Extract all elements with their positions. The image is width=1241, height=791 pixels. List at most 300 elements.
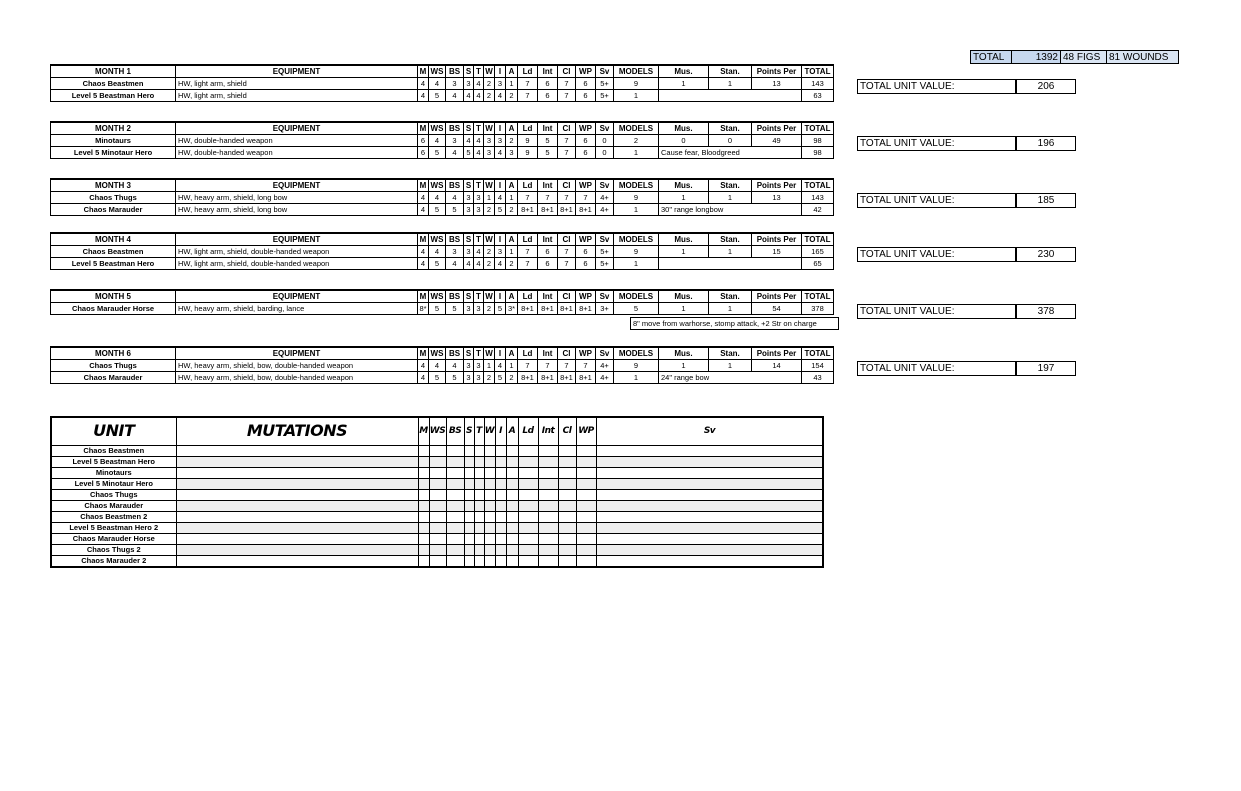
stat-s[interactable]: 3: [464, 204, 474, 216]
column-header-t[interactable]: T: [474, 290, 484, 303]
stat-m[interactable]: 4: [418, 360, 429, 372]
column-header-t[interactable]: T: [474, 347, 484, 360]
mutation-cell[interactable]: [176, 500, 418, 511]
mutation-stat-cell[interactable]: [506, 467, 518, 478]
stat-int[interactable]: 6: [538, 246, 558, 258]
column-header-sv[interactable]: Sv: [596, 65, 614, 78]
unit-name[interactable]: Level 5 Beastman Hero: [51, 258, 176, 270]
stat-i[interactable]: 5: [495, 204, 506, 216]
column-header-w[interactable]: W: [485, 67, 493, 76]
mutation-stat-cell[interactable]: [506, 555, 518, 567]
unit-musician[interactable]: 1: [659, 303, 709, 315]
mutation-unit-name[interactable]: Chaos Marauder Horse: [51, 533, 176, 544]
stat-int[interactable]: 8+1: [538, 204, 558, 216]
column-header-bs[interactable]: BS: [446, 233, 464, 246]
stat-sv[interactable]: 3+: [596, 303, 614, 315]
mutation-stat-cell[interactable]: [596, 445, 823, 456]
mutation-stat-cell[interactable]: [558, 555, 576, 567]
mutation-stat-cell[interactable]: [484, 544, 495, 555]
stat-cl[interactable]: 8+1: [558, 372, 576, 384]
mutation-stat-cell[interactable]: [464, 511, 474, 522]
unit-standard[interactable]: 0: [709, 135, 752, 147]
mutations-header-wp[interactable]: WP: [576, 417, 596, 445]
column-header-w[interactable]: W: [485, 349, 493, 358]
unit-models[interactable]: 1: [614, 90, 659, 102]
stat-a[interactable]: 2: [506, 372, 518, 384]
column-header-i[interactable]: I: [495, 122, 506, 135]
column-header-models[interactable]: MODELS: [614, 233, 659, 246]
column-header-ld[interactable]: Ld: [518, 347, 538, 360]
stat-cl[interactable]: 7: [558, 90, 576, 102]
column-header-equipment[interactable]: EQUIPMENT: [176, 290, 418, 303]
mutation-stat-cell[interactable]: [484, 533, 495, 544]
column-header-i[interactable]: I: [495, 179, 506, 192]
stat-t[interactable]: 4: [474, 90, 484, 102]
mutation-stat-cell[interactable]: [446, 555, 464, 567]
mutation-stat-cell[interactable]: [576, 478, 596, 489]
mutation-cell[interactable]: [176, 511, 418, 522]
mutations-header-a[interactable]: A: [506, 417, 518, 445]
mutation-stat-cell[interactable]: [418, 456, 429, 467]
mutation-stat-cell[interactable]: [474, 445, 484, 456]
column-header-m[interactable]: M: [418, 179, 429, 192]
unit-name[interactable]: Chaos Beastmen: [51, 78, 176, 90]
stat-t[interactable]: 4: [474, 246, 484, 258]
stat-sv[interactable]: 5+: [596, 78, 614, 90]
stat-ld[interactable]: 7: [518, 258, 538, 270]
mutations-header-int[interactable]: Int: [538, 417, 558, 445]
mutation-stat-cell[interactable]: [506, 544, 518, 555]
mutation-stat-cell[interactable]: [446, 500, 464, 511]
total-unit-value-amount[interactable]: 196: [1016, 136, 1076, 151]
mutation-stat-cell[interactable]: [418, 478, 429, 489]
stat-s[interactable]: 5: [464, 147, 474, 159]
stat-s[interactable]: 3: [464, 360, 474, 372]
mutation-stat-cell[interactable]: [484, 500, 495, 511]
stat-t[interactable]: 3: [474, 360, 484, 372]
column-header-ld[interactable]: Ld: [518, 65, 538, 78]
stat-ld[interactable]: 7: [518, 360, 538, 372]
column-header-a[interactable]: A: [506, 122, 518, 135]
column-header-ld[interactable]: Ld: [518, 179, 538, 192]
mutation-stat-cell[interactable]: [495, 511, 506, 522]
unit-total[interactable]: 143: [802, 78, 834, 90]
mutations-header-sv[interactable]: Sv: [596, 417, 823, 445]
stat-ld[interactable]: 8+1: [518, 303, 538, 315]
mutations-header-ws[interactable]: WS: [429, 417, 446, 445]
stat-s[interactable]: 3: [464, 372, 474, 384]
mutation-stat-cell[interactable]: [446, 533, 464, 544]
column-header-int[interactable]: Int: [538, 122, 558, 135]
mutation-stat-cell[interactable]: [596, 555, 823, 567]
stat-ld[interactable]: 9: [518, 135, 538, 147]
column-header-points-per[interactable]: Points Per: [752, 122, 802, 135]
stat-wp[interactable]: 7: [576, 360, 596, 372]
stat-wp[interactable]: 7: [576, 192, 596, 204]
month-title[interactable]: MONTH 1: [51, 65, 176, 78]
total-unit-value-amount[interactable]: 230: [1016, 247, 1076, 262]
column-header-m[interactable]: M: [418, 290, 429, 303]
unit-models[interactable]: 2: [614, 135, 659, 147]
column-header-models[interactable]: MODELS: [614, 290, 659, 303]
stat-i[interactable]: 3: [495, 135, 506, 147]
stat-w[interactable]: 3: [484, 135, 495, 147]
unit-points-per[interactable]: 15: [752, 246, 802, 258]
column-header-wp[interactable]: WP: [576, 65, 596, 78]
stat-bs[interactable]: 4: [446, 258, 464, 270]
unit-total[interactable]: 63: [802, 90, 834, 102]
stat-m[interactable]: 4: [418, 246, 429, 258]
column-header-equipment[interactable]: EQUIPMENT: [176, 347, 418, 360]
unit-musician[interactable]: 1: [659, 192, 709, 204]
stat-bs[interactable]: 5: [446, 303, 464, 315]
column-header-w[interactable]: W: [485, 292, 493, 301]
column-header-total[interactable]: TOTAL: [802, 179, 834, 192]
column-header-t[interactable]: T: [474, 122, 484, 135]
stat-i[interactable]: 5: [495, 372, 506, 384]
stat-i[interactable]: 4: [495, 360, 506, 372]
column-header-stan[interactable]: Stan.: [709, 347, 752, 360]
stat-s[interactable]: 4: [464, 258, 474, 270]
mutation-cell[interactable]: [176, 456, 418, 467]
mutation-stat-cell[interactable]: [596, 522, 823, 533]
stat-w[interactable]: 2: [484, 90, 495, 102]
unit-standard[interactable]: 1: [709, 303, 752, 315]
summary-wound-count[interactable]: 81 WOUNDS: [1106, 50, 1179, 64]
column-header-equipment[interactable]: EQUIPMENT: [176, 65, 418, 78]
stat-t[interactable]: 4: [474, 147, 484, 159]
mutation-stat-cell[interactable]: [506, 511, 518, 522]
mutation-stat-cell[interactable]: [474, 544, 484, 555]
stat-wp[interactable]: 8+1: [576, 204, 596, 216]
mutation-stat-cell[interactable]: [576, 445, 596, 456]
mutation-stat-cell[interactable]: [576, 511, 596, 522]
mutation-stat-cell[interactable]: [518, 533, 538, 544]
mutation-stat-cell[interactable]: [495, 467, 506, 478]
stat-w[interactable]: 2: [484, 258, 495, 270]
column-header-int[interactable]: Int: [538, 347, 558, 360]
mutation-stat-cell[interactable]: [429, 478, 446, 489]
stat-bs[interactable]: 5: [446, 372, 464, 384]
unit-equipment[interactable]: HW, heavy arm, shield, long bow: [176, 204, 418, 216]
mutation-stat-cell[interactable]: [464, 500, 474, 511]
mutation-stat-cell[interactable]: [429, 522, 446, 533]
stat-cl[interactable]: 7: [558, 192, 576, 204]
unit-models[interactable]: 1: [614, 147, 659, 159]
unit-models[interactable]: 9: [614, 78, 659, 90]
column-header-a[interactable]: A: [506, 65, 518, 78]
mutation-unit-name[interactable]: Chaos Thugs 2: [51, 544, 176, 555]
column-header-total[interactable]: TOTAL: [802, 233, 834, 246]
stat-t[interactable]: 3: [474, 303, 484, 315]
mutation-stat-cell[interactable]: [518, 500, 538, 511]
mutation-stat-cell[interactable]: [446, 445, 464, 456]
column-header-cl[interactable]: Cl: [558, 65, 576, 78]
mutation-stat-cell[interactable]: [464, 478, 474, 489]
mutation-stat-cell[interactable]: [418, 555, 429, 567]
stat-ld[interactable]: 9: [518, 147, 538, 159]
column-header-bs[interactable]: BS: [446, 347, 464, 360]
mutation-stat-cell[interactable]: [474, 555, 484, 567]
mutation-stat-cell[interactable]: [596, 456, 823, 467]
stat-m[interactable]: 4: [418, 372, 429, 384]
stat-int[interactable]: 7: [538, 360, 558, 372]
total-unit-value-amount[interactable]: 206: [1016, 79, 1076, 94]
unit-name[interactable]: Chaos Marauder: [51, 204, 176, 216]
mutation-unit-name[interactable]: Level 5 Beastman Hero 2: [51, 522, 176, 533]
mutation-stat-cell[interactable]: [474, 511, 484, 522]
mutation-stat-cell[interactable]: [596, 500, 823, 511]
mutation-stat-cell[interactable]: [518, 467, 538, 478]
unit-equipment[interactable]: HW, heavy arm, shield, long bow: [176, 192, 418, 204]
mutation-stat-cell[interactable]: [518, 511, 538, 522]
stat-i[interactable]: 4: [495, 90, 506, 102]
unit-total[interactable]: 98: [802, 147, 834, 159]
stat-a[interactable]: 2: [506, 135, 518, 147]
total-unit-value-label[interactable]: TOTAL UNIT VALUE:: [857, 247, 1016, 262]
stat-ws[interactable]: 4: [429, 135, 446, 147]
stat-wp[interactable]: 8+1: [576, 303, 596, 315]
stat-s[interactable]: 4: [464, 90, 474, 102]
stat-bs[interactable]: 3: [446, 246, 464, 258]
column-header-t[interactable]: T: [474, 233, 484, 246]
mutation-stat-cell[interactable]: [558, 500, 576, 511]
column-header-mus[interactable]: Mus.: [659, 65, 709, 78]
stat-sv[interactable]: 0: [596, 135, 614, 147]
stat-i[interactable]: 5: [495, 303, 506, 315]
mutation-stat-cell[interactable]: [538, 489, 558, 500]
total-unit-value-amount[interactable]: 185: [1016, 193, 1076, 208]
column-header-stan[interactable]: Stan.: [709, 233, 752, 246]
mutation-stat-cell[interactable]: [538, 456, 558, 467]
stat-ws[interactable]: 4: [429, 246, 446, 258]
column-header-int[interactable]: Int: [538, 233, 558, 246]
mutation-stat-cell[interactable]: [538, 511, 558, 522]
unit-name[interactable]: Minotaurs: [51, 135, 176, 147]
stat-a[interactable]: 1: [506, 246, 518, 258]
column-header-ws[interactable]: WS: [429, 122, 446, 135]
column-header-stan[interactable]: Stan.: [709, 122, 752, 135]
mutations-header-i[interactable]: I: [495, 417, 506, 445]
column-header-total[interactable]: TOTAL: [802, 122, 834, 135]
unit-total[interactable]: 98: [802, 135, 834, 147]
unit-name[interactable]: Chaos Beastmen: [51, 246, 176, 258]
mutation-stat-cell[interactable]: [429, 555, 446, 567]
stat-a[interactable]: 1: [506, 192, 518, 204]
stat-i[interactable]: 3: [495, 78, 506, 90]
stat-a[interactable]: 3*: [506, 303, 518, 315]
column-header-sv[interactable]: Sv: [596, 122, 614, 135]
stat-wp[interactable]: 6: [576, 78, 596, 90]
mutation-stat-cell[interactable]: [558, 511, 576, 522]
stat-sv[interactable]: 5+: [596, 90, 614, 102]
column-header-s[interactable]: S: [464, 347, 474, 360]
stat-ld[interactable]: 7: [518, 90, 538, 102]
mutation-stat-cell[interactable]: [538, 478, 558, 489]
mutation-unit-name[interactable]: Level 5 Beastman Hero: [51, 456, 176, 467]
mutation-stat-cell[interactable]: [518, 489, 538, 500]
column-header-bs[interactable]: BS: [446, 65, 464, 78]
column-header-cl[interactable]: Cl: [558, 122, 576, 135]
mutation-stat-cell[interactable]: [418, 511, 429, 522]
stat-m[interactable]: 6: [418, 147, 429, 159]
column-header-total[interactable]: TOTAL: [802, 290, 834, 303]
mutation-stat-cell[interactable]: [474, 467, 484, 478]
mutation-cell[interactable]: [176, 445, 418, 456]
unit-equipment[interactable]: HW, heavy arm, shield, bow, double-handed weapon: [176, 360, 418, 372]
mutations-header-m[interactable]: M: [418, 417, 429, 445]
stat-ws[interactable]: 5: [429, 147, 446, 159]
column-header-t[interactable]: T: [474, 65, 484, 78]
unit-points-per[interactable]: 13: [752, 78, 802, 90]
unit-name[interactable]: Level 5 Minotaur Hero: [51, 147, 176, 159]
mutation-stat-cell[interactable]: [484, 489, 495, 500]
mutation-stat-cell[interactable]: [464, 522, 474, 533]
mutation-stat-cell[interactable]: [484, 555, 495, 567]
unit-equipment[interactable]: HW, double-handed weapon: [176, 147, 418, 159]
mutations-header-s[interactable]: S: [464, 417, 474, 445]
stat-w[interactable]: 2: [484, 303, 495, 315]
column-header-models[interactable]: MODELS: [614, 65, 659, 78]
mutation-cell[interactable]: [176, 478, 418, 489]
unit-name[interactable]: Chaos Marauder: [51, 372, 176, 384]
column-header-s[interactable]: S: [464, 290, 474, 303]
mutation-stat-cell[interactable]: [484, 445, 495, 456]
stat-ws[interactable]: 4: [429, 360, 446, 372]
column-header-s[interactable]: S: [464, 233, 474, 246]
column-header-stan[interactable]: Stan.: [709, 290, 752, 303]
stat-s[interactable]: 3: [464, 303, 474, 315]
column-header-points-per[interactable]: Points Per: [752, 347, 802, 360]
unit-standard[interactable]: 1: [709, 192, 752, 204]
mutation-cell[interactable]: [176, 522, 418, 533]
mutation-stat-cell[interactable]: [464, 544, 474, 555]
mutation-stat-cell[interactable]: [576, 522, 596, 533]
mutation-stat-cell[interactable]: [446, 544, 464, 555]
column-header-a[interactable]: A: [506, 233, 518, 246]
mutation-stat-cell[interactable]: [558, 467, 576, 478]
stat-sv[interactable]: 4+: [596, 204, 614, 216]
column-header-total[interactable]: TOTAL: [802, 65, 834, 78]
stat-cl[interactable]: 8+1: [558, 303, 576, 315]
unit-special-note[interactable]: 24" range bow: [659, 372, 802, 384]
stat-m[interactable]: 8*: [419, 304, 427, 313]
unit-points-per[interactable]: 49: [752, 135, 802, 147]
stat-bs[interactable]: 4: [446, 147, 464, 159]
unit-musician[interactable]: 1: [659, 78, 709, 90]
column-header-mus[interactable]: Mus.: [659, 233, 709, 246]
mutation-stat-cell[interactable]: [429, 500, 446, 511]
column-header-int[interactable]: Int: [538, 290, 558, 303]
mutation-stat-cell[interactable]: [506, 445, 518, 456]
column-header-a[interactable]: A: [506, 347, 518, 360]
stat-m[interactable]: 4: [418, 258, 429, 270]
mutation-stat-cell[interactable]: [576, 500, 596, 511]
stat-ws[interactable]: 5: [429, 372, 446, 384]
column-header-sv[interactable]: Sv: [596, 290, 614, 303]
total-unit-value-amount[interactable]: 197: [1016, 361, 1076, 376]
column-header-ld[interactable]: Ld: [518, 290, 538, 303]
mutation-unit-name[interactable]: Chaos Beastmen 2: [51, 511, 176, 522]
stat-m[interactable]: 4: [418, 90, 429, 102]
stat-ld[interactable]: 7: [518, 246, 538, 258]
unit-standard[interactable]: 1: [709, 78, 752, 90]
stat-t[interactable]: 3: [474, 192, 484, 204]
mutation-stat-cell[interactable]: [506, 489, 518, 500]
stat-bs[interactable]: 5: [446, 204, 464, 216]
mutation-stat-cell[interactable]: [495, 489, 506, 500]
total-unit-value-label[interactable]: TOTAL UNIT VALUE:: [857, 136, 1016, 151]
mutation-stat-cell[interactable]: [538, 544, 558, 555]
mutation-cell[interactable]: [176, 489, 418, 500]
unit-total[interactable]: 165: [802, 246, 834, 258]
mutation-stat-cell[interactable]: [495, 522, 506, 533]
column-header-bs[interactable]: BS: [446, 290, 464, 303]
column-header-m[interactable]: M: [418, 122, 429, 135]
unit-total[interactable]: 43: [802, 372, 834, 384]
mutation-stat-cell[interactable]: [474, 533, 484, 544]
mutation-stat-cell[interactable]: [596, 533, 823, 544]
mutation-stat-cell[interactable]: [429, 544, 446, 555]
mutation-stat-cell[interactable]: [495, 456, 506, 467]
unit-equipment[interactable]: HW, heavy arm, shield, barding, lance: [176, 303, 418, 315]
unit-special-note[interactable]: Cause fear, Bloodgreed: [659, 147, 802, 159]
stat-ws[interactable]: 5: [429, 90, 446, 102]
mutation-stat-cell[interactable]: [596, 544, 823, 555]
stat-bs[interactable]: 3: [446, 78, 464, 90]
mutation-stat-cell[interactable]: [558, 522, 576, 533]
column-header-wp[interactable]: WP: [576, 122, 596, 135]
stat-ld[interactable]: 8+1: [518, 204, 538, 216]
stat-bs[interactable]: 4: [446, 90, 464, 102]
mutation-stat-cell[interactable]: [418, 489, 429, 500]
mutation-stat-cell[interactable]: [518, 522, 538, 533]
mutation-stat-cell[interactable]: [429, 445, 446, 456]
total-unit-value-label[interactable]: TOTAL UNIT VALUE:: [857, 79, 1016, 94]
mutation-stat-cell[interactable]: [418, 522, 429, 533]
mutation-stat-cell[interactable]: [446, 522, 464, 533]
unit-special-note[interactable]: 30" range longbow: [659, 204, 802, 216]
mutation-stat-cell[interactable]: [464, 489, 474, 500]
mutation-stat-cell[interactable]: [576, 489, 596, 500]
column-header-cl[interactable]: Cl: [558, 290, 576, 303]
column-header-sv[interactable]: Sv: [596, 179, 614, 192]
stat-ws[interactable]: 5: [429, 258, 446, 270]
stat-m[interactable]: 4: [418, 192, 429, 204]
mutation-stat-cell[interactable]: [464, 467, 474, 478]
mutation-stat-cell[interactable]: [429, 511, 446, 522]
stat-cl[interactable]: 7: [558, 78, 576, 90]
column-header-ws[interactable]: WS: [429, 233, 446, 246]
column-header-w[interactable]: W: [485, 124, 493, 133]
mutation-stat-cell[interactable]: [464, 533, 474, 544]
stat-ws[interactable]: 5: [429, 303, 446, 315]
mutation-stat-cell[interactable]: [446, 467, 464, 478]
stat-sv[interactable]: 5+: [596, 258, 614, 270]
stat-int[interactable]: 6: [538, 90, 558, 102]
mutation-stat-cell[interactable]: [429, 467, 446, 478]
mutation-stat-cell[interactable]: [538, 500, 558, 511]
mutation-stat-cell[interactable]: [464, 456, 474, 467]
stat-w[interactable]: 2: [484, 246, 495, 258]
unit-total[interactable]: 65: [802, 258, 834, 270]
mutation-stat-cell[interactable]: [474, 489, 484, 500]
column-header-w[interactable]: W: [485, 235, 493, 244]
column-header-cl[interactable]: Cl: [558, 179, 576, 192]
stat-int[interactable]: 8+1: [538, 372, 558, 384]
column-header-wp[interactable]: WP: [576, 233, 596, 246]
mutation-stat-cell[interactable]: [558, 544, 576, 555]
